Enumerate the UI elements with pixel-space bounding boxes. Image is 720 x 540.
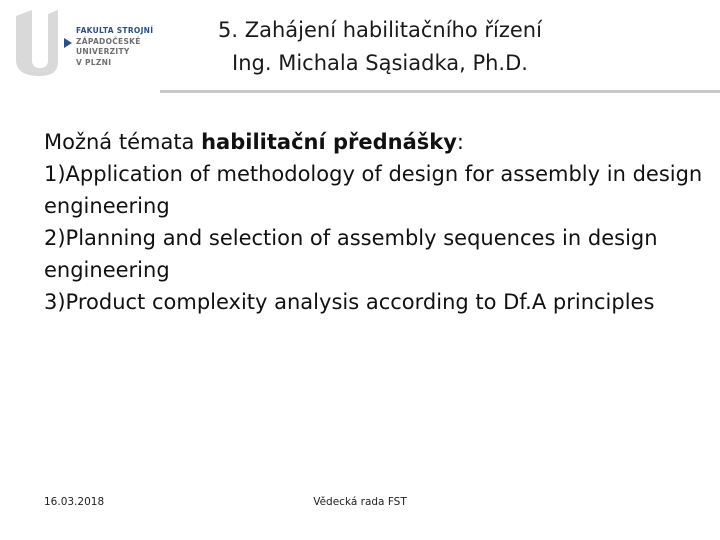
- header-divider: [160, 90, 720, 93]
- logo-text: [76, 26, 153, 68]
- intro-line: [44, 126, 704, 158]
- intro-bold: habilitační přednášky: [201, 130, 457, 154]
- title-line-1: 5. Zahájení habilitačního řízení: [218, 18, 542, 42]
- title-line-2: Ing. Michala Sąsiadka, Ph.D.: [232, 51, 528, 75]
- footer-date: 16.03.2018: [44, 496, 105, 508]
- footer-center-text: Vědecká rada FST: [313, 496, 407, 508]
- slide-content: [44, 126, 704, 318]
- logo-line: UNIVERZITY: [76, 47, 130, 56]
- topic-item: 1)Application of methodology of design for assembly in design engineering: [44, 162, 703, 218]
- intro-prefix: Možná témata: [44, 130, 202, 154]
- intro-suffix: :: [456, 130, 464, 154]
- topic-item: 3)Product complexity analysis according to Df.A principles: [44, 290, 655, 314]
- faculty-logo: [12, 8, 160, 78]
- logo-line: FAKULTA STROJNÍ: [76, 26, 154, 35]
- slide-title: [200, 14, 560, 80]
- topic-item: 2)Planning and selection of assembly sequences in design engineering: [44, 226, 658, 282]
- logo-line: ZÁPADOČESKÉ: [76, 36, 141, 46]
- logo-line: V PLZNI: [76, 57, 112, 67]
- university-logo-icon: [12, 8, 72, 78]
